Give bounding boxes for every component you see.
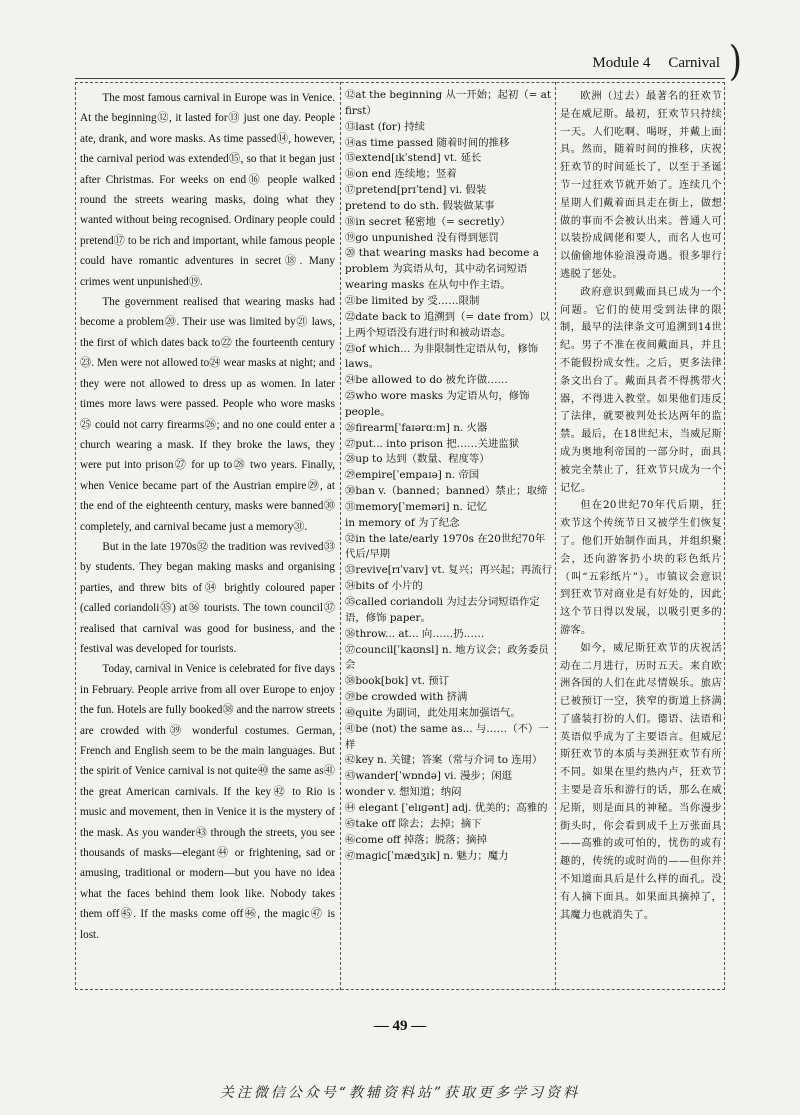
vocab-note: ㉔be allowed to do 被允许做…… bbox=[345, 374, 508, 387]
vocab-note: ⑯on end 连续地；竖着 bbox=[345, 168, 457, 181]
vocab-note: ㉓of which... 为非限制性定语从句，修饰 laws。 bbox=[345, 342, 539, 371]
vocab-note: ㉜in the late/early 1970s 在20世纪70年代后/早期 bbox=[345, 532, 546, 561]
vocab-note: ㊲council[ˈkaʊnsl] n. 地方议会；政务委员会 bbox=[345, 643, 549, 672]
vocab-note: ㉒date back to 追溯到（= date from）以上两个短语没有进行时和被动语态。 bbox=[345, 310, 550, 339]
decorative-bracket: ) bbox=[728, 38, 742, 86]
chinese-paragraph: 政府意识到戴面具已成为一个问题。它们的使用受到法律的限制，最早的法律条文可追溯到14世纪。男子不准在夜间戴面具，并且不能假扮成女性。之后，更多法律条文出台了。戴面具者不得携带火器，不得进入教堂。如果他们违反了法律，就要被判处长达两年的监禁。最后，在18世纪末，当威尼斯成为奥地利帝国的一部分时，面具被完全禁止了，狂欢节只成为一个记忆。 bbox=[560, 286, 722, 494]
vocab-note: ㊳book[bʊk] vt. 预订 bbox=[345, 675, 450, 688]
column-divider bbox=[555, 82, 556, 990]
vocab-note: ㊼magic[ˈmædʒɪk] n. 魅力；魔力 bbox=[345, 849, 509, 862]
page-number: — 49 — bbox=[373, 1018, 427, 1034]
vocab-note: ㉕who wore masks 为定语从句，修饰 people。 bbox=[345, 390, 530, 418]
vocab-note: ⑲go unpunished 没有得到惩罚 bbox=[345, 231, 499, 244]
english-text-column bbox=[80, 88, 335, 988]
module-label: Module 4 bbox=[592, 55, 651, 71]
vocab-note: ㉗put... into prison 把……关进监狱 bbox=[345, 437, 520, 450]
vocab-note: ㊱throw... at... 向……扔…… bbox=[345, 627, 485, 640]
footer-note: 关注微信公众号“教辅资料站”获取更多学习资料 bbox=[219, 1085, 581, 1101]
vocab-note: ㉘up to 达到（数量、程度等） bbox=[345, 453, 490, 466]
vocab-note: ㊵quite 为副词，此处用来加强语气。 bbox=[345, 706, 521, 719]
vocab-note: wonder v. 想知道；纳闷 bbox=[345, 786, 462, 799]
vocab-note: ㉟called coriandoli 为过去分词短语作定语，修饰 paper。 bbox=[345, 596, 540, 624]
vocab-note: ㊻come off 掉落；脱落；摘掉 bbox=[345, 833, 487, 846]
english-paragraph: Today, carnival in Venice is celebrated for five days in February. People arrive from all over Europe to enjoy the fun. Hotels are fully booked㊳ and the narrow streets are crowded with㊴ wonderful costumes. German, French and English seem to be the main languages. But the spirit of Venice carnival is not quite㊵ the same as㊶ the great American carnivals. If the key㊷ to Rio is music and movement, then in Venice it is the mystery of the mask. As you wander㊸ through the streets, you see thousands of masks—elegant㊹ or frightening, sad or amusing, traditional or modern—but you have no idea what the faces behind them look like. Nobody takes them off㊺. If the masks come off㊻, the magic㊼ is lost. bbox=[80, 663, 335, 941]
english-paragraph: But in the late 1970s㉜ the tradition was revived㉝ by students. They began making masks and organising parties, and threw bits of㉞ brightly coloured paper (called coriandoli㉟) at㊱ tourists. The town council㊲ realised that carnival was good for business, and the festival was developed for tourists. bbox=[80, 540, 335, 655]
chinese-paragraph: 如今，威尼斯狂欢节的庆祝活动在二月进行，历时五天。来自欧洲各国的人们在此尽情娱乐。旅店已被预订一空，狭窄的街道上挤满了盛装打扮的人们。德语、法语和英语似乎成为了主要语言。但威尼斯狂欢节的本质与美洲狂欢节有所不同。如果在里约热内卢，狂欢节主要是音乐和游行的话，那么在威尼斯，则是面具的神秘。当你漫步街头时，你会看到成千上万张面具——高雅的或可怕的，忧伤的或有趣的，传统的或时尚的——但你并不知道面具后是什么样的面孔。没有人摘下面具。如果面具摘掉了，其魔力也就消失了。 bbox=[560, 642, 722, 921]
english-paragraph: The government realised that wearing masks had become a problem⑳. Their use was limited by㉑ laws, the first of which dates back to㉒ the fourteenth century㉓. Men were not allowed to㉔ wear masks at night; and they were not allowed to dress up as women. In later times more laws were passed. People who wore masks㉕ could not carry firearms㉖; and no one could enter a church wearing a mask. If they broke the laws, they were put into prison㉗ for up to㉘ two years. Finally, when Venice became part of the Austrian empire㉙, at the end of the eighteenth century, masks were banned㉚ completely, and carnival became just a memory㉛. bbox=[80, 296, 335, 533]
vocabulary-notes-column bbox=[345, 88, 553, 988]
vocab-note: ㊶be (not) the same as... 与……（不）一样 bbox=[345, 722, 549, 751]
vocab-note: ㊺take off 除去；去掉；摘下 bbox=[345, 817, 482, 830]
vocab-note: ㊸wander[ˈwɒndə] vi. 漫步；闲逛 bbox=[345, 770, 512, 783]
vocab-note: ㊹ elegant [ˈelɪɡənt] adj. 优美的；高雅的 bbox=[345, 801, 548, 814]
english-paragraph: The most famous carnival in Europe was in Venice. At the beginning⑫, it lasted for⑬ just one day. People ate, drank, and wore masks. As time passed⑭, however, the carnival period was extended⑮, so that it began just after Christmas. For weeks on end⑯ people walked round the streets wearing masks, doing what they wanted without being recognised. Ordinary people could pretend⑰ to be rich and important, while famous people could have romantic adventures in secret⑱. Many crimes went unpunished⑲. bbox=[80, 92, 335, 288]
vocab-note: ㊴be crowded with 挤满 bbox=[345, 691, 468, 704]
vocab-note: ㉝revive[rɪˈvaɪv] vt. 复兴；再兴起；再流行 bbox=[345, 564, 553, 577]
vocab-note: ㊷key n. 关键；答案（常与介词 to 连用） bbox=[345, 754, 543, 767]
chinese-translation-column bbox=[560, 88, 722, 988]
vocab-note: ㉑be limited by 受……限制 bbox=[345, 294, 480, 307]
section-title: Carnival bbox=[668, 55, 720, 71]
vocab-note: ㉛memory[ˈmeməri] n. 记忆 bbox=[345, 500, 487, 513]
vocab-note: ㉚ban v.（banned；banned）禁止；取缔 bbox=[345, 485, 548, 498]
vocab-note: ㉙empire[ˈempaɪə] n. 帝国 bbox=[345, 469, 480, 482]
vocab-note: pretend to do sth. 假装做某事 bbox=[345, 199, 495, 212]
vocab-note: ⑭as time passed 随着时间的推移 bbox=[345, 136, 510, 149]
vocab-note: ⑳ that wearing masks had become a problem 为宾语从句，其中动名词短语 wearing masks 在从句中作主语。 bbox=[345, 247, 539, 292]
vocab-note: ⑰pretend[prɪˈtend] vi. 假装 bbox=[345, 184, 487, 197]
column-divider bbox=[340, 82, 341, 990]
vocab-note: in memory of 为了纪念 bbox=[345, 516, 460, 529]
vocab-note: ⑫at the beginning 从一开始；起初（= at first） bbox=[345, 89, 552, 117]
chinese-paragraph: 但在20世纪70年代后期，狂欢节这个传统节日又被学生们恢复了。他们开始制作面具，并组织聚会，还向游客扔小块的彩色纸片（叫“五彩纸片”）。市镇议会意识到狂欢节对商业是有好处的，因此这个节日得以发展，以吸引更多的游客。 bbox=[560, 500, 722, 636]
vocab-note: ⑬last (for) 持续 bbox=[345, 120, 425, 133]
header-rule bbox=[75, 78, 725, 79]
chinese-paragraph: 欧洲（过去）最著名的狂欢节是在威尼斯。最初，狂欢节只持续一天。人们吃啊、喝呀，并戴上面具。然而，随着时间的推移，庆祝狂欢节的时间延长了，以至于圣诞节一过狂欢节就开始了。连续几个星期人们戴着面具走在街上，做想做的事而不会被认出来。普通人可以装扮成阔佬和要人，而名人也可以偷偷地体验浪漫奇遇。很多罪行逃脱了惩处。 bbox=[560, 91, 722, 280]
vocab-note: ⑮extend[ɪkˈstend] vt. 延长 bbox=[345, 152, 482, 165]
vocab-note: ㉞bits of 小片的 bbox=[345, 580, 423, 593]
vocab-note: ⑱in secret 秘密地（= secretly） bbox=[345, 215, 511, 228]
page-header bbox=[592, 55, 720, 72]
vocab-note: ㉖firearm[ˈfaɪərɑːm] n. 火器 bbox=[345, 421, 488, 434]
